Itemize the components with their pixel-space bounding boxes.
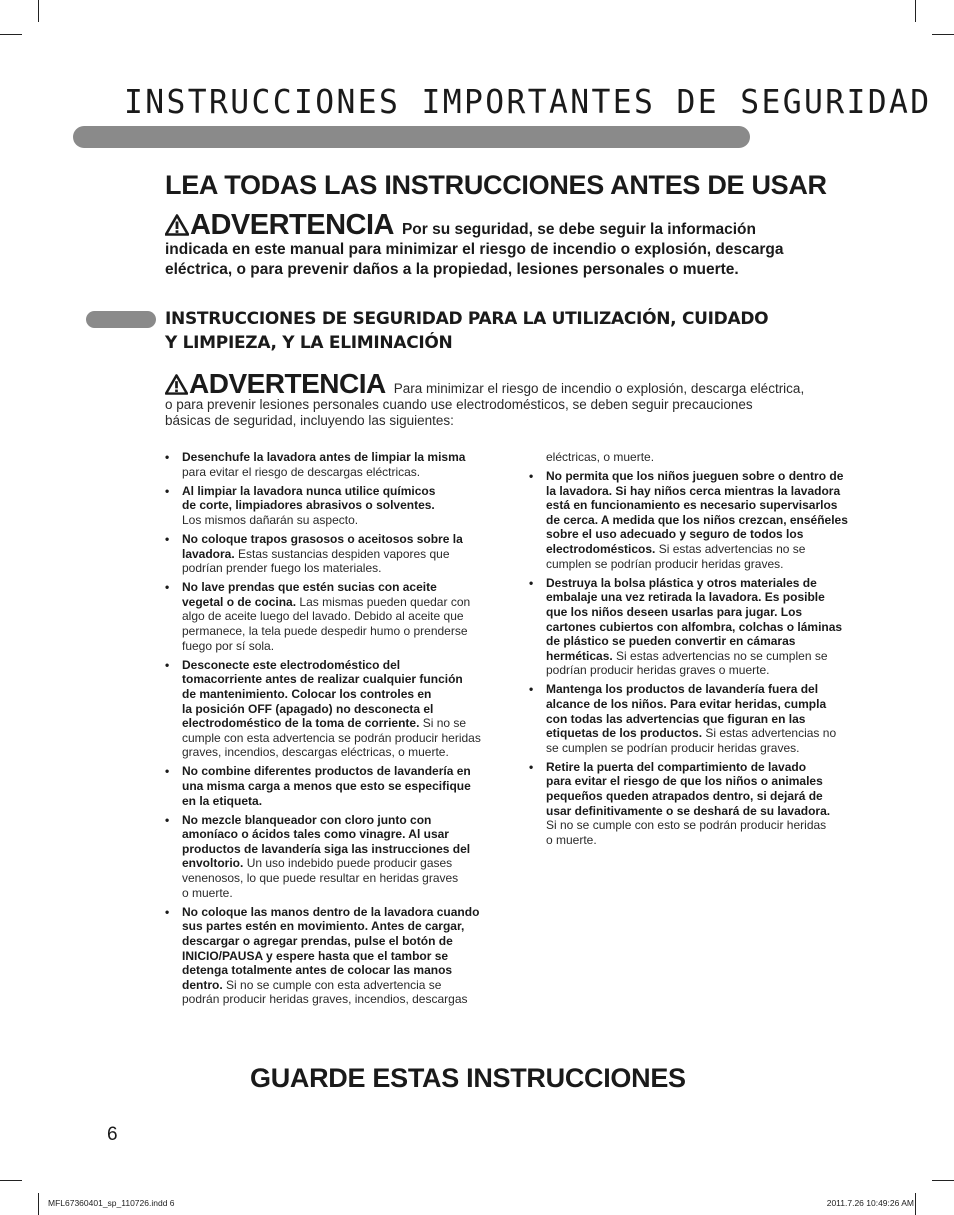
- warning-text-line: eléctrica, o para prevenir daños a la propiedad, lesiones personales o muerte.: [165, 261, 739, 278]
- list-item-text: para evitar el riesgo de descargas eléctricas.: [182, 464, 421, 479]
- list-item-bold-text: lavadora.: [182, 546, 235, 561]
- list-item: [529, 760, 874, 848]
- list-item-text: o muerte.: [546, 832, 597, 847]
- list-item-text: podrían producir heridas graves o muerte.: [546, 663, 770, 678]
- list-item: [165, 580, 510, 653]
- list-item: [165, 658, 510, 760]
- list-item-bold-text: amoníaco o ácidos tales como vinagre. Al usar: [182, 827, 449, 842]
- list-item-bold-text: alcance de los niños. Para evitar heridas, cumpla: [546, 697, 827, 711]
- list-item-line: [546, 697, 874, 712]
- list-item-bold-text: vegetal o de cocina.: [182, 594, 297, 609]
- list-item-line: [182, 498, 510, 513]
- list-item-bold-text: de cerca. A medida que los niños crezcan, enséñeles: [546, 512, 848, 527]
- list-item-line: [182, 687, 510, 702]
- list-item-line: [182, 934, 510, 949]
- list-item-continuation: [529, 450, 874, 465]
- list-item-line: [546, 804, 874, 819]
- list-item-bold-text: cartones cubiertos con alfombra, colchas o láminas: [546, 619, 843, 634]
- list-item-line: [182, 827, 510, 842]
- list-item-bold-text: la lavadora. Si hay niños cerca mientras la lavadora: [546, 483, 841, 498]
- list-item-line: [182, 856, 510, 871]
- list-item-bold-text: sobre el uso adecuado y seguro de todos los: [546, 527, 804, 542]
- list-item-bold-text: para evitar el riesgo de que los niños o animales: [546, 774, 823, 789]
- list-item-bold-text: productos de lavandería siga las instrucciones del: [182, 841, 471, 856]
- warning-text-line: indicada en este manual para minimizar el riesgo de incendio o explosión, descarga: [165, 241, 784, 258]
- list-item-line: [546, 634, 874, 649]
- list-item: [529, 469, 874, 571]
- crop-mark: [932, 1180, 954, 1181]
- list-item-line: [182, 450, 510, 465]
- list-item-line: [182, 484, 510, 499]
- list-item-line: [182, 905, 510, 920]
- list-item-line: [546, 498, 874, 513]
- list-item-text: Las mismas pueden quedar con: [299, 594, 471, 609]
- warning-label: ADVERTENCIA: [190, 209, 394, 241]
- list-item-text: Si estas advertencias no se: [658, 542, 806, 557]
- list-item-bold-text: Al limpiar la lavadora nunca utilice químicos: [182, 483, 436, 498]
- section-heading-line: Y LIMPIEZA, Y LA ELIMINACIÓN: [165, 333, 453, 353]
- list-item-text: o muerte.: [182, 885, 233, 900]
- list-item: [529, 576, 874, 678]
- right-column-list: [529, 450, 874, 852]
- list-item-bold-text: Destruya la bolsa plástica y otros materiales de: [546, 575, 817, 590]
- list-item: [165, 532, 510, 576]
- list-item-line: [546, 605, 874, 620]
- section-heading-line: INSTRUCCIONES DE SEGURIDAD PARA LA UTILIZACIÓN, CUIDADO: [165, 309, 769, 329]
- warning-triangle-icon: [165, 214, 189, 236]
- list-item-line: [546, 542, 874, 557]
- list-item-line: [546, 649, 874, 664]
- list-item-line: [546, 513, 874, 528]
- warning-block-precautions: [165, 368, 870, 429]
- list-item-bold-text: de plástico se pueden convertir en cámaras: [546, 634, 796, 649]
- list-item: [529, 682, 874, 755]
- list-item-bold-text: No coloque las manos dentro de la lavadora cuando: [182, 904, 480, 919]
- warning-text-line: o para prevenir lesiones personales cuando use electrodomésticos, se deben seguir precauciones: [165, 397, 753, 412]
- crop-mark: [38, 1193, 39, 1215]
- footer-file-name: MFL67360401_sp_110726.indd 6: [48, 1198, 175, 1208]
- list-item-line: [546, 682, 874, 697]
- list-item-bold-text: No permita que los niños jueguen sobre o dentro de: [546, 469, 844, 484]
- list-item-line: [182, 595, 510, 610]
- list-item-bold-text: Mantenga los productos de lavandería fuera del: [546, 682, 819, 697]
- list-item-line: [546, 760, 874, 775]
- list-item-line: [182, 978, 510, 993]
- list-item-bold-text: Desconecte este electrodoméstico del: [182, 657, 401, 672]
- save-instructions-heading: GUARDE ESTAS INSTRUCCIONES: [250, 1063, 686, 1093]
- list-item-line: [182, 779, 510, 794]
- list-item-line: [546, 774, 874, 789]
- list-item-bold-text: Desenchufe la lavadora antes de limpiar la misma: [182, 450, 466, 464]
- list-item-text: podrían prender fuego los materiales.: [182, 561, 382, 576]
- list-item-text: eléctricas, o muerte.: [546, 450, 655, 464]
- warning-block-general: [165, 209, 870, 280]
- crop-mark: [915, 1193, 916, 1215]
- list-item-text: Si no se cumple con esto se podrán producir heridas: [546, 818, 827, 833]
- list-item-line: [182, 949, 510, 964]
- list-item-bold-text: No coloque trapos grasosos o aceitosos sobre la: [182, 531, 463, 546]
- footer-timestamp: 2011.7.26 10:49:26 AM: [826, 1198, 914, 1208]
- list-item-line: [182, 842, 510, 857]
- warning-text-line: Por su seguridad, se debe seguir la información: [401, 221, 756, 238]
- list-item-line: [546, 527, 874, 542]
- list-item-line: [182, 580, 510, 595]
- list-item-bold-text: detenga totalmente antes de colocar las manos: [182, 963, 453, 978]
- list-item-line: [182, 658, 510, 673]
- crop-mark: [932, 34, 954, 35]
- list-item-text: cumple con esta advertencia se podrán producir heridas: [182, 730, 481, 745]
- section-heading: [165, 307, 865, 355]
- title-underline-bar: [73, 126, 750, 148]
- list-item-text: Si estas advertencias no se cumplen se: [616, 648, 828, 663]
- list-item-line: [546, 789, 874, 804]
- list-item-bold-text: sus partes estén en movimiento. Antes de cargar,: [182, 919, 465, 934]
- list-item-bold-text: embalaje una vez retirada la lavadora. Es posible: [546, 590, 825, 605]
- list-item: [165, 764, 510, 808]
- list-item-bold-text: de mantenimiento. Colocar los controles en: [182, 686, 432, 701]
- list-item-line: [182, 672, 510, 687]
- list-item-line: [182, 532, 510, 547]
- list-item-text: algo de aceite luego del lavado. Debido al aceite que: [182, 609, 464, 624]
- list-item-line: [546, 469, 874, 484]
- list-item: [165, 813, 510, 901]
- list-item-bold-text: en la etiqueta.: [182, 793, 263, 808]
- list-item-text: Los mismos dañarán su aspecto.: [182, 512, 359, 527]
- list-item-bold-text: No lave prendas que estén sucias con aceite: [182, 580, 437, 595]
- list-item-bold-text: con todas las advertencias que figuran en las: [546, 711, 806, 726]
- list-item-bold-text: INICIO/PAUSA y espere hasta que el tambor se: [182, 948, 449, 963]
- list-item-bold-text: electrodomésticos.: [546, 542, 656, 557]
- list-item-text: fuego por sí sola.: [182, 638, 275, 653]
- list-item-bold-text: No combine diferentes productos de lavandería en: [182, 764, 471, 779]
- list-item-bold-text: No mezcle blanqueador con cloro junto con: [182, 812, 432, 827]
- list-item-bold-text: tomacorriente antes de realizar cualquier función: [182, 672, 463, 687]
- list-item-line: [546, 620, 874, 635]
- list-item-line: [182, 716, 510, 731]
- warning-text-line: Para minimizar el riesgo de incendio o explosión, descarga eléctrica,: [393, 381, 805, 396]
- list-item-bold-text: una misma carga a menos que esto se especifique: [182, 778, 471, 793]
- list-item-bold-text: electrodoméstico de la toma de corriente.: [182, 716, 420, 731]
- crop-mark: [38, 0, 39, 22]
- left-column-list: [165, 450, 510, 1011]
- list-item-text: Un uso indebido puede producir gases: [246, 856, 453, 871]
- warning-text-line: básicas de seguridad, incluyendo las siguientes:: [165, 413, 454, 428]
- list-item-text: venenosos, lo que puede resultar en heridas graves: [182, 871, 459, 886]
- list-item-text: graves, incendios, descargas eléctricas, o muerte.: [182, 745, 449, 760]
- list-item-text: cumplen se podrían producir heridas graves.: [546, 556, 784, 571]
- list-item-line: [182, 764, 510, 779]
- crop-mark: [0, 34, 22, 35]
- list-item: [165, 484, 510, 528]
- section-marker-bar: [86, 311, 156, 328]
- warning-heading: [165, 209, 394, 241]
- list-item-bold-text: está en funcionamiento es necesario supervisarlos: [546, 498, 838, 513]
- list-item-text: Si no se: [422, 716, 467, 731]
- list-item-line: [182, 963, 510, 978]
- list-item-bold-text: la posición OFF (apagado) no desconecta el: [182, 701, 434, 716]
- list-item-line: [546, 576, 874, 591]
- list-item-text: podrán producir heridas graves, incendios, descargas: [182, 992, 468, 1007]
- page-title: INSTRUCCIONES IMPORTANTES DE SEGURIDAD: [124, 82, 932, 121]
- list-item-bold-text: que los niños deseen usarlas para jugar. Los: [546, 604, 803, 619]
- list-item-line: [182, 702, 510, 717]
- list-item-line: [546, 726, 874, 741]
- list-item-line: [182, 919, 510, 934]
- list-item-line: [546, 712, 874, 727]
- page-number: 6: [107, 1124, 118, 1145]
- list-item: [165, 905, 510, 1007]
- warning-heading: [165, 368, 386, 399]
- list-item-text: se cumplen se podrían producir heridas graves.: [546, 740, 800, 755]
- list-item-line: [182, 813, 510, 828]
- list-item-bold-text: etiquetas de los productos.: [546, 726, 703, 741]
- list-item-bold-text: envoltorio.: [182, 856, 244, 871]
- list-item-bold-text: pequeños queden atrapados dentro, si dejará de: [546, 789, 823, 804]
- list-item-bold-text: dentro.: [182, 977, 223, 992]
- crop-mark: [915, 0, 916, 22]
- crop-mark: [0, 1180, 22, 1181]
- list-item-bold-text: Retire la puerta del compartimiento de lavado: [546, 759, 807, 774]
- list-item-text: Si no se cumple con esta advertencia se: [226, 977, 442, 992]
- list-item-bold-text: de corte, limpiadores abrasivos o solventes.: [182, 498, 435, 513]
- list-item: [165, 450, 510, 479]
- list-item-bold-text: herméticas.: [546, 648, 613, 663]
- list-item-text: Estas sustancias despiden vapores que: [238, 546, 450, 561]
- list-item-bold-text: descargar o agregar prendas, pulse el botón de: [182, 933, 453, 948]
- list-item-line: [182, 547, 510, 562]
- list-item-text: permanece, la tela puede despedir humo o prenderse: [182, 624, 468, 639]
- warning-label: ADVERTENCIA: [189, 368, 386, 399]
- list-item-text: Si estas advertencias no: [705, 726, 837, 741]
- list-item-bold-text: usar definitivamente o se deshará de su lavadora.: [546, 803, 831, 818]
- list-item-line: [546, 590, 874, 605]
- read-all-heading: LEA TODAS LAS INSTRUCCIONES ANTES DE USAR: [165, 170, 827, 200]
- list-item-line: [182, 794, 510, 809]
- list-item-line: [546, 484, 874, 499]
- warning-triangle-icon: [165, 374, 188, 395]
